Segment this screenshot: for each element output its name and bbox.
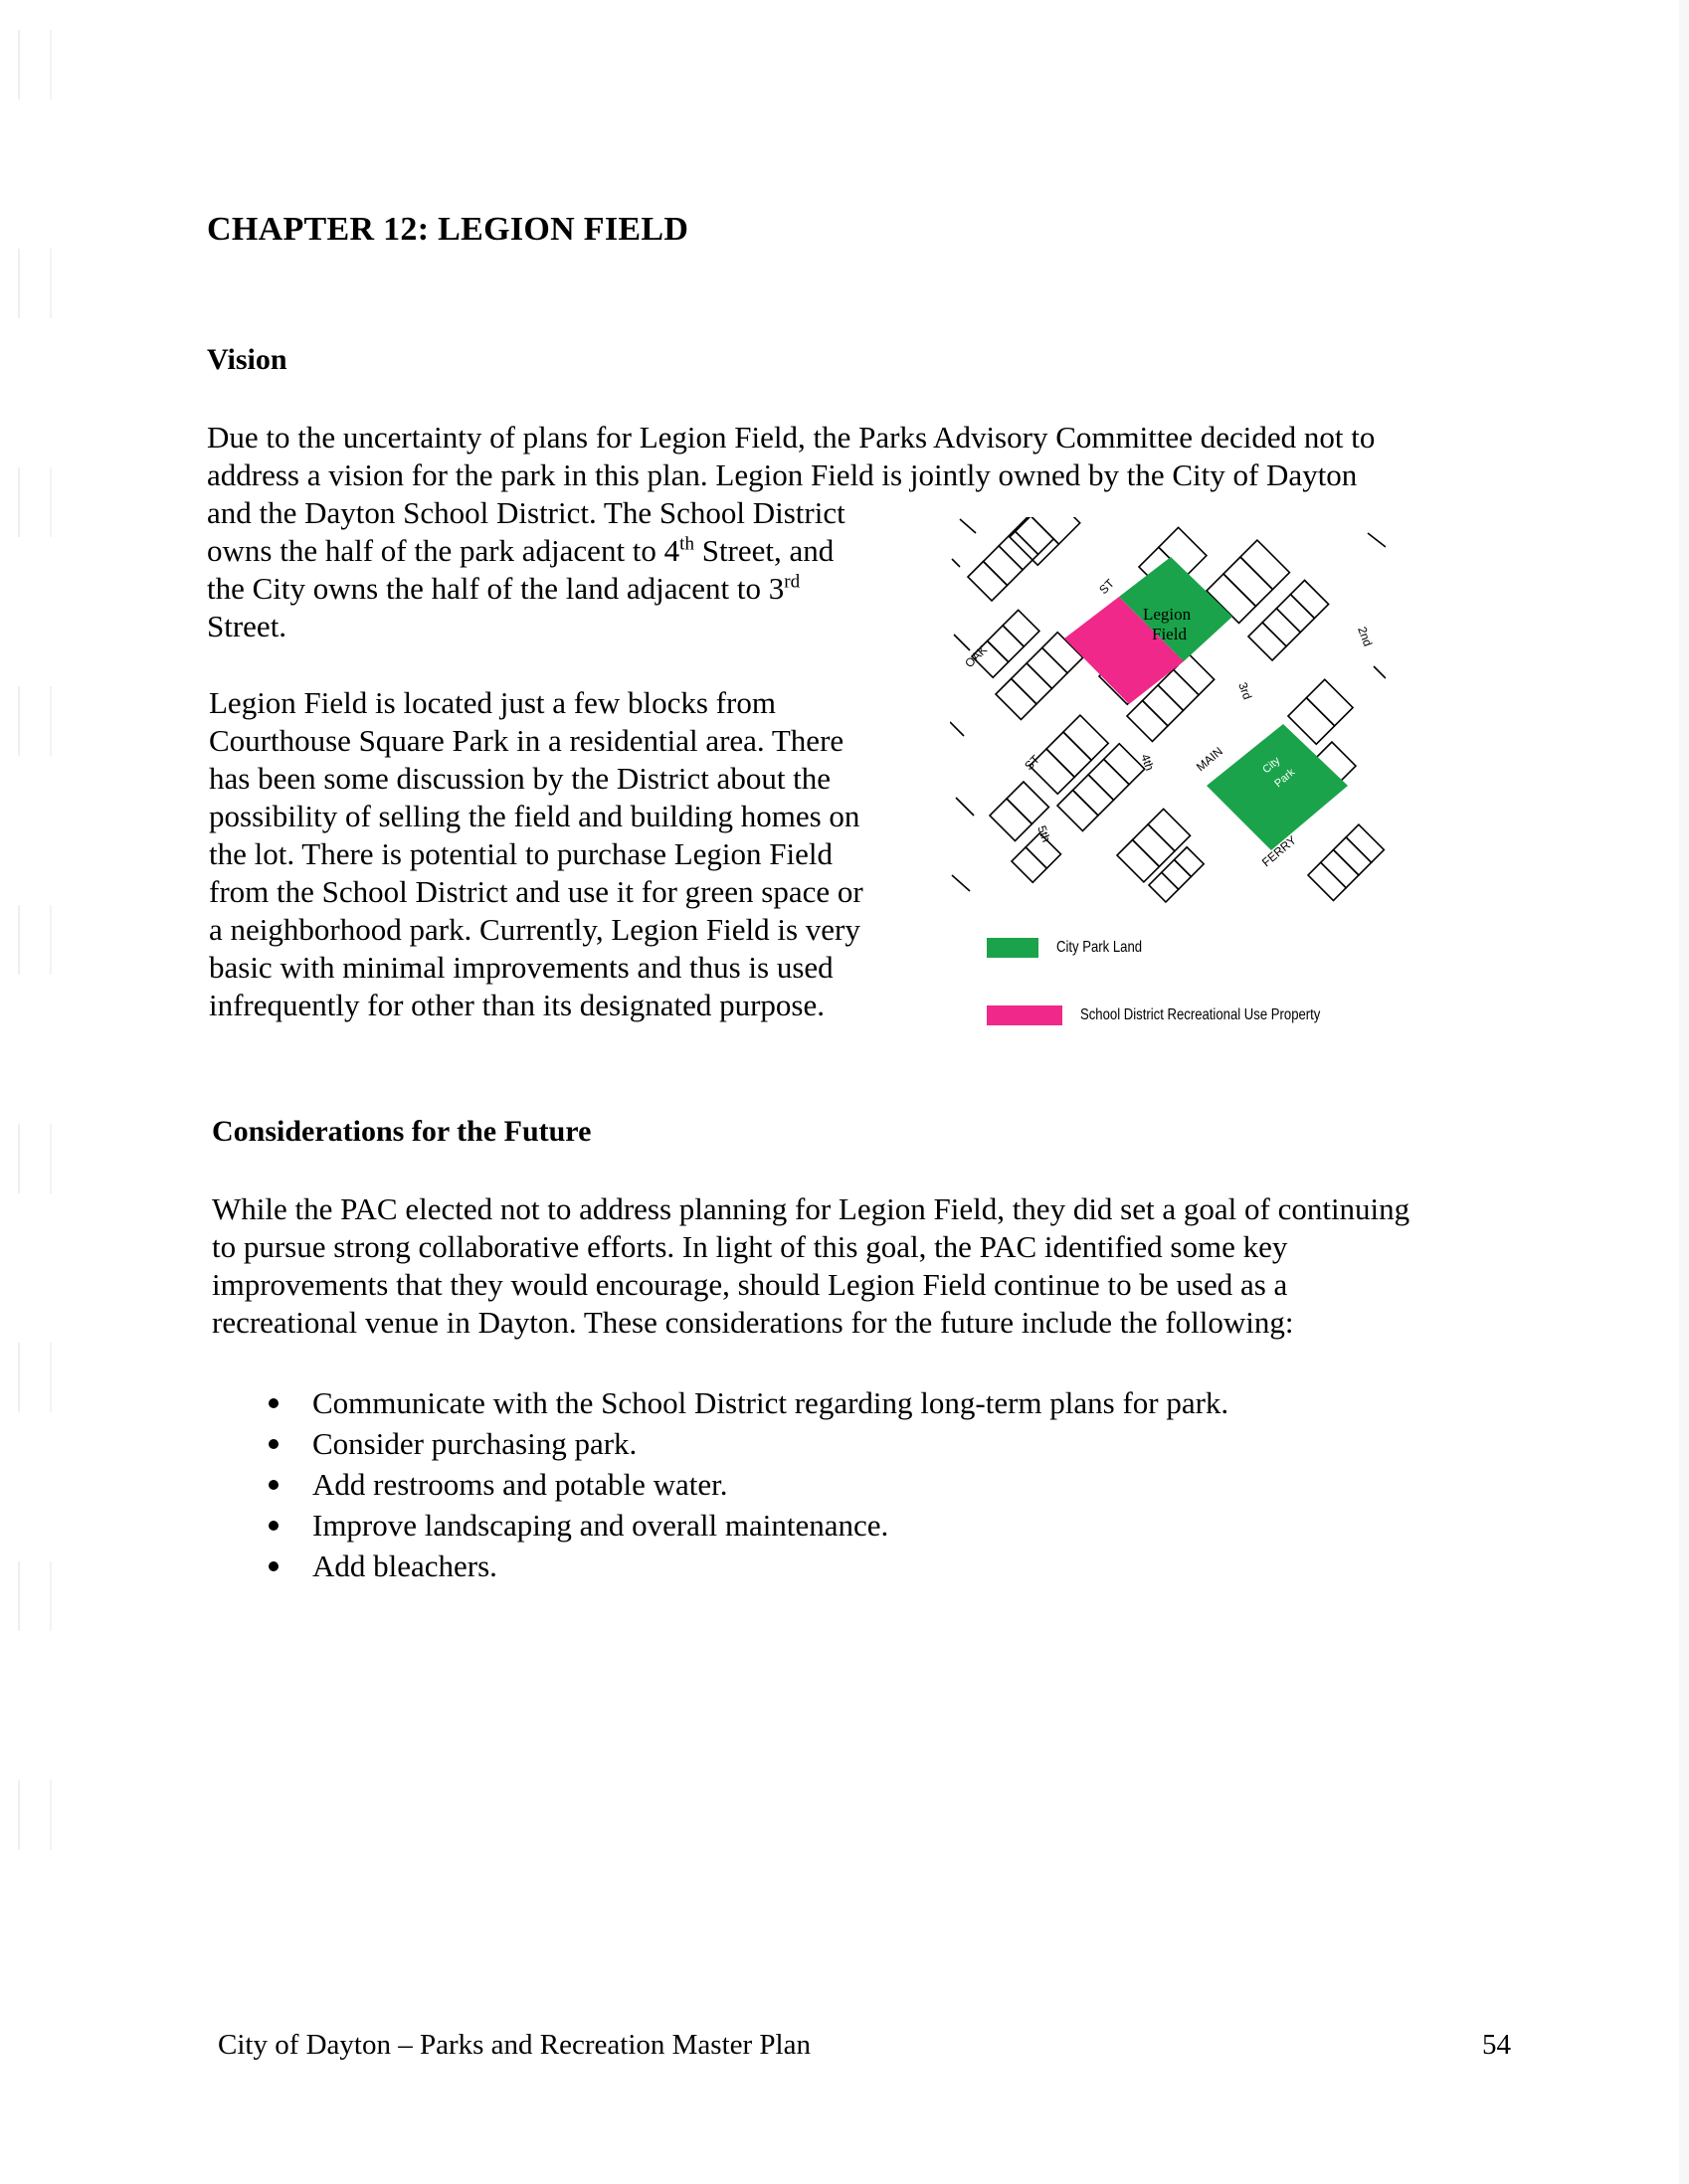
text-line: to pursue strong collaborative efforts. In light of this goal, the PAC identified some key: [212, 1229, 1288, 1264]
considerations-heading: Considerations for the Future: [212, 1115, 592, 1148]
text-line: the City owns the half of the land adjacent to 3rd: [207, 571, 801, 606]
text-line: While the PAC elected not to address planning for Legion Field, they did set a goal of continuing: [212, 1191, 1410, 1226]
text-line: Due to the uncertainty of plans for Legion Field, the Parks Advisory Committee decided not to: [207, 420, 1376, 455]
chapter-title: CHAPTER 12: LEGION FIELD: [207, 211, 689, 248]
street-label: 2nd: [1355, 625, 1376, 648]
list-item: Consider purchasing park.: [261, 1423, 1454, 1464]
location-map: [950, 517, 1386, 910]
list-item: Communicate with the School District regarding long-term plans for park.: [261, 1382, 1454, 1423]
considerations-list: [261, 1382, 1454, 1586]
legend-label: City Park Land: [1056, 939, 1143, 956]
list-item: Improve landscaping and overall maintenance.: [261, 1505, 1454, 1546]
street-label: FERRY: [1258, 832, 1299, 870]
street-label: ST: [1096, 576, 1117, 598]
legend-swatch-pink: [987, 1005, 1062, 1025]
text-line: and the Dayton School District. The School District: [207, 495, 845, 530]
text-line: possibility of selling the field and building homes on: [209, 799, 860, 833]
city-park-label: City: [1260, 754, 1283, 777]
text-line: basic with minimal improvements and thus is used: [209, 950, 834, 985]
footer-title: City of Dayton – Parks and Recreation Master Plan: [218, 2029, 811, 2061]
list-item: Add bleachers.: [261, 1546, 1454, 1586]
text-line: improvements that they would encourage, should Legion Field continue to be used as a: [212, 1267, 1288, 1302]
text-line: has been some discussion by the District about the: [209, 761, 832, 796]
binder-edge: [0, 0, 60, 2184]
text-line: Street.: [207, 609, 287, 643]
street-label: 5th: [1034, 823, 1054, 844]
text-line: from the School District and use it for green space or: [209, 874, 863, 909]
text-line: owns the half of the park adjacent to 4th Street, and: [207, 533, 835, 568]
text-line: address a vision for the park in this plan. Legion Field is jointly owned by the City of Dayton: [207, 457, 1358, 492]
list-item: Add restrooms and potable water.: [261, 1464, 1454, 1505]
legend-label: School District Recreational Use Property: [1080, 1006, 1321, 1023]
text-line: a neighborhood park. Currently, Legion Field is very: [209, 912, 860, 947]
street-label: 3rd: [1235, 680, 1255, 702]
city-park-label: Park: [1272, 766, 1298, 791]
considerations-paragraph: [212, 1190, 1409, 1342]
legend-swatch-green: [987, 938, 1038, 958]
street-label: OAK: [962, 642, 991, 671]
street-label: 4th: [1138, 752, 1158, 773]
text-line: the lot. There is potential to purchase Legion Field: [209, 836, 834, 871]
vision-heading: Vision: [207, 343, 287, 376]
legend-city-park-land: [987, 938, 1161, 958]
text-line: infrequently for other than its designated purpose.: [209, 988, 825, 1022]
text-line: Courthouse Square Park in a residential area. There: [209, 723, 844, 758]
page-number: 54: [1482, 2029, 1511, 2061]
page-edge: [1679, 0, 1689, 2184]
vision-paragraph-2: [209, 684, 863, 1024]
street-label: MAIN: [1193, 744, 1225, 775]
legion-field-label: Field: [1152, 625, 1187, 643]
text-line: recreational venue in Dayton. These considerations for the future include the following:: [212, 1305, 1294, 1340]
street-label: ST: [1022, 752, 1042, 774]
legion-field-label: Legion: [1143, 605, 1192, 624]
text-line: Legion Field is located just a few blocks from: [209, 685, 776, 720]
legend-school-district-property: [987, 1005, 1373, 1025]
